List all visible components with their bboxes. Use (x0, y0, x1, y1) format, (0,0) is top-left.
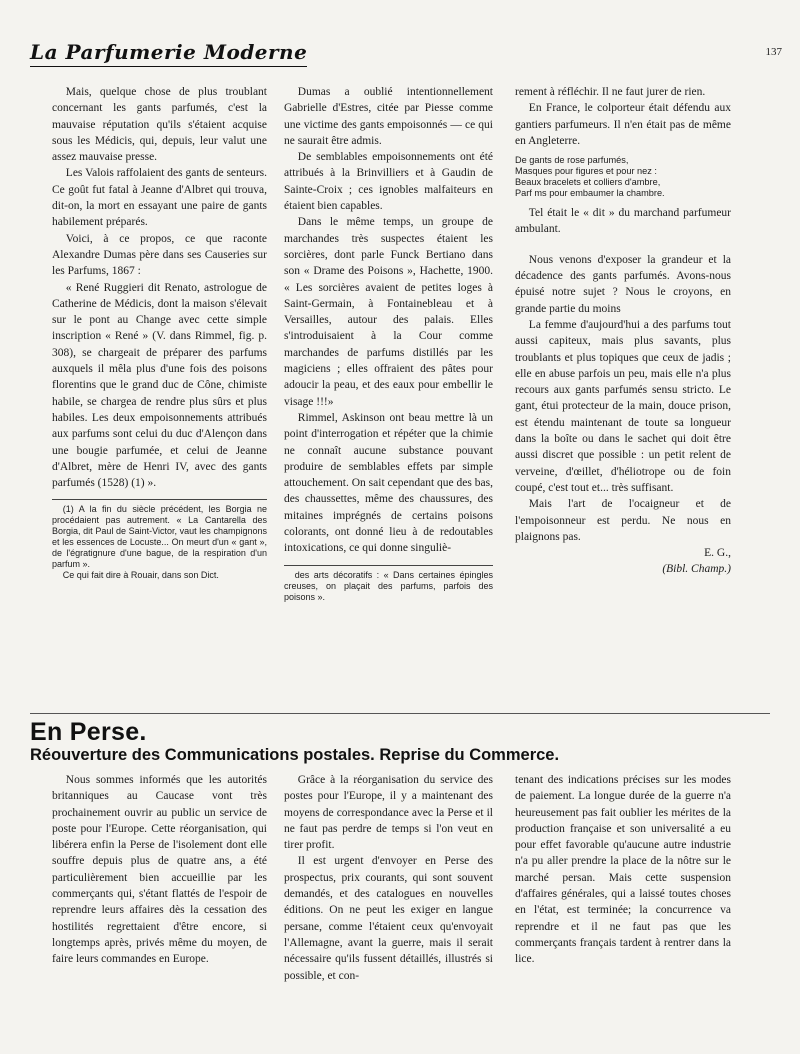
paragraph: Nous venons d'exposer la grandeur et la décadence des gants parfumés. Avons-nous épuisé notre sujet ? Nous le croyons, en grande partie du moins (515, 253, 731, 315)
article1-column-3 (515, 84, 731, 578)
verse-line: Masques pour figures et pour nez : (515, 166, 657, 177)
source-citation (515, 561, 731, 577)
page-number: 137 (765, 46, 782, 58)
paragraph: Les Valois raffolaient des gants de senteurs. Ce goût fut fatal à Jeanne d'Albret qui trouva, dit-on, la mort en essayant une paire de gants habilement préparés. (52, 167, 267, 229)
footnote: des arts décoratifs : « Dans certaines épingles creuses, on plaçait des parfums, parfois des poisons ». (284, 569, 493, 602)
paragraph: De semblables empoisonnements ont été attribués à la Brinvilliers et à Gaudin de Sainte-Croix ; ces ignobles malfaiteurs en étaient bien capables. (284, 151, 493, 213)
paragraph: En France, le colporteur était défendu aux gantiers parfumeurs. Il n'en était pas de même en Angleterre. (515, 102, 731, 147)
section-divider (30, 713, 770, 714)
paragraph: tenant des indications précises sur les modes de paiement. La longue durée de la guerre n'a heureusement pas fait oublier les mérites de la production française et son universalité a eu pour effet favorable qu'aucune autre industrie n'a pu aller prendre la place de la nôtre sur le marché persan. Mais cette suspension d'affaires générales, qui a laissé toutes choses en l'état, est terminée; la concurrence va reprendre et il ne faut pas que les commerçants français tardent à rentrer dans la lice. (515, 774, 731, 966)
footnote: Ce qui fait dire à Rouair, dans son Dict. (62, 570, 219, 581)
verse-quote (515, 155, 731, 199)
footnote-divider (52, 499, 267, 500)
article2-subtitle: Réouverture des Communications postales. Reprise du Commerce. (30, 746, 560, 764)
page-header (30, 40, 782, 70)
paragraph: Mais, quelque chose de plus troublant concernant les gants parfumés, c'est la mauvaise réputation qu'ils s'étaient acquise sous les Médicis, qui, depuis, leur valut une assez mauvaise presse. (52, 86, 267, 164)
paragraph: Grâce à la réorganisation du service des postes pour l'Europe, il y a maintenant des moyens de correspondance avec la Perse et il ne faut pas perdre de temps si l'on veut en tirer profit. (284, 774, 493, 852)
paragraph: Mais l'art de l'ocaigneur et de l'empoisonneur est perdu. Ne nous en plaignons pas. (515, 498, 731, 543)
footnote: (1) A la fin du siècle précédent, les Borgia ne procédaient pas autrement. « La Cantarella des Borgia, dit Paul de Saint-Victor, vaut les champignons et les essences de Locuste... On meurt d'un « gant », de l'égratignure d'une bague, de la respiration d'un parfum ». (52, 504, 267, 570)
author-initials: E. G., (704, 547, 731, 560)
paragraph: Dumas a oublié intentionnellement Gabrielle d'Estres, citée par Piesse comme une victime des gants empoisonnés — ce qui ne saurait être admis. (284, 86, 493, 147)
article1-column-1 (52, 84, 267, 581)
footnote-divider (284, 565, 493, 566)
paragraph: Voici, à ce propos, ce que raconte Alexandre Dumas père dans ses Causeries sur les Parfums, 1867 : (52, 232, 267, 278)
article2-column-1 (52, 772, 267, 968)
article2-column-3 (515, 772, 731, 968)
magazine-title: La Parfumerie Moderne (30, 40, 308, 64)
paragraph: La femme d'aujourd'hui a des parfums tout aussi capiteux, mais plus savants, plus troublants et plus topiques que ceux de jadis ; elle en abuse parfois un peu, mais elle n'a plus recours aux gants parfumés sensu stricto. Le gant, étui protecteur de la main, douce prison, est étendu maintenant de toute sa longueur dans la boîte ou dans le sachet qui doit être aussi discret que possible : un petit relent de verveine, d'œillet, d'héliotrope ou de foin coupé, c'est tout et... très suffisant. (515, 318, 731, 494)
paragraph: rement à réfléchir. Il ne faut jurer de rien. (515, 86, 706, 98)
paragraph: « René Ruggieri dit Renato, astrologue de Catherine de Médicis, dont la maison s'élevait sur le pont au Change avec cette simple inscription « René » (V. dans Rimmel, fig. p. 308), se chargeait de préparer des parfums auxquels il mêla plus d'une fois des poisons florentins que le grand duc de Cône, chimiste habile, se chargea de rendre plus sûrs et plus habiles. Les deux empoisonnements attribués aux parfums sont celui du duc d'Alençon dans une bougie parfumée, et celui de Jeanne d'Albret, mère de Henri IV, avec des gants parfumés (1528) (1) ». (52, 281, 267, 490)
article1-column-2 (284, 84, 493, 603)
paragraph: Il est urgent d'envoyer en Perse des prospectus, prix courants, qui sont souvent demandés, et des catalogues en nouvelles éditions. On ne peut les exiger en langue persane, comme l'étaient ceux qu'envoyait l'Allemagne, avant la guerre, mais il serait nécessaire qu'ils fussent détaillés, illustrés si possible, et con- (284, 855, 493, 982)
paragraph: Tel était le « dit » du marchand parfumeur ambulant. (515, 207, 731, 236)
article2-title: En Perse. (30, 718, 147, 746)
paragraph: Rimmel, Askinson ont beau mettre là un point d'interrogation et répéter que la chimie ne connaît aucune substance pouvant produire de semblables effets par simple attouchement. On sait cependant que des bas, des chaussettes, même des chaussures, des mitaines imprégnés de certains poisons colorants, ont donné lieu à de redoutables intoxications, ce qui donne singuliè- (284, 411, 493, 555)
paragraph: Nous sommes informés que les autorités britanniques au Caucase vont très prochainement ouvrir au public un service de poste pour l'Europe. Cette réorganisation, qui libérera enfin la Perse de l'isolement dont elle souffre depuis plus de quatre ans, a été particulièrement bien accueillie par les commerçants qui, s'étant flattés de l'espoir de reprendre leurs affaires dès la cessation des hostilités regrettaient d'être encore, si longtemps après, privés même du moyen, de faire leurs commandes en Europe. (52, 774, 267, 966)
verse-line: De gants de rose parfumés, (515, 155, 629, 166)
article2-column-2 (284, 772, 493, 984)
paragraph: Dans le même temps, un groupe de marchandes très suspectes étaient les sorcières, dont parle Funck Bertiano dans son « Drame des Poisons », Hachette, 1900. « Les sorcières avaient de petites loges à Saint-Germain, à Fontainebleau et à Versailles, autour des palais. Elles s'introduisaient à la Cour comme marchandes de parfums distillés par les magiciens ; elles offraient des pâtes pour adoucir la peau, et des eaux pour embellir le visage !!!» (284, 216, 493, 408)
verse-line: Beaux bracelets et colliers d'ambre, (515, 177, 661, 188)
source-citation-text: (Bibl. Champ.) (662, 563, 731, 576)
verse-line: Parf ms pour embaumer la chambre. (515, 188, 665, 199)
